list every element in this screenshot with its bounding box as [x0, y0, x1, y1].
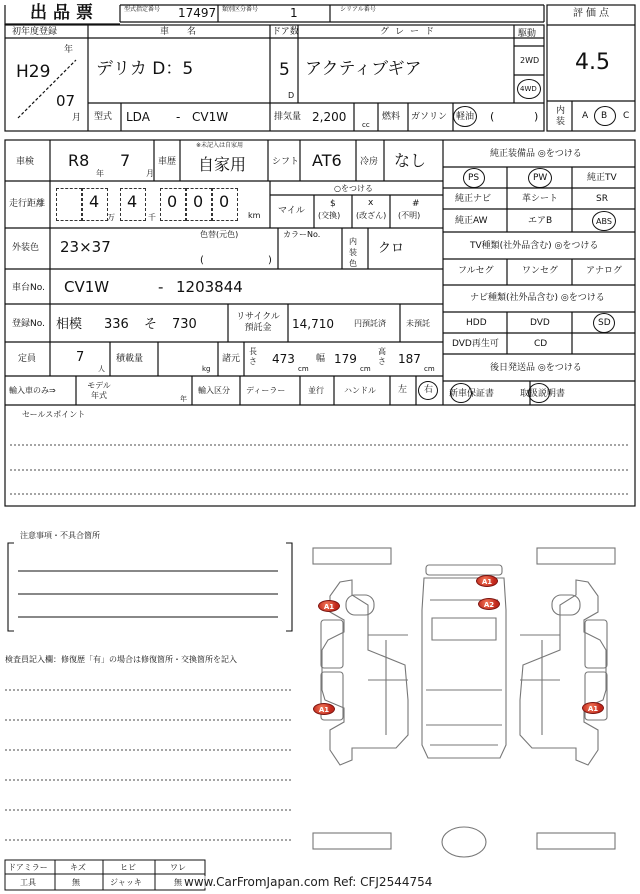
- legend-header: ドアミラー: [8, 863, 48, 872]
- grade-label: グレード: [380, 27, 441, 37]
- drive-4wd-circle: [517, 79, 541, 99]
- later-manual: 取扱説明書: [520, 389, 566, 399]
- equip-tv: 純正TV: [587, 173, 617, 183]
- history-label: 車歴: [158, 157, 177, 167]
- legend-header: ヒビ: [120, 863, 136, 872]
- handle-label: ハンドル: [344, 386, 376, 395]
- type-dash: -: [176, 110, 181, 124]
- height-unit: cm: [424, 365, 435, 373]
- equip-airbag: エアB: [528, 216, 553, 226]
- mileage-digit: 4: [89, 192, 100, 211]
- displacement-unit: cc: [362, 121, 370, 129]
- type-code: CV1W: [192, 110, 229, 124]
- width-value: 179: [334, 352, 357, 366]
- equip-aw: 純正AW: [455, 216, 488, 226]
- navi-title: ナビ種類(社外品含む) ◎をつける: [470, 293, 605, 303]
- equip-leather: 革シート: [522, 194, 559, 204]
- equip-abs-circle: [592, 211, 616, 231]
- tv-fullseg: フルセグ: [458, 266, 494, 276]
- import-parallel: 並行: [308, 386, 324, 395]
- load-label: 積載量: [116, 354, 144, 364]
- damage-marker-a1: A1: [582, 702, 604, 714]
- chassis-no: 1203844: [176, 278, 243, 296]
- color-paren-open: (: [200, 255, 204, 266]
- interior-grade-circle: [594, 106, 616, 126]
- legend-value: ジャッキ: [110, 878, 142, 887]
- drive-label: 駆動: [518, 29, 537, 39]
- fuel-diesel-circle: [453, 106, 477, 127]
- chassis-dash: -: [158, 278, 164, 296]
- recycle-unit: 円預託済: [354, 319, 386, 328]
- shift-label: シフト: [272, 157, 300, 167]
- chassis-prefix: CV1W: [64, 278, 110, 296]
- handle-left: 左: [398, 385, 408, 395]
- ac-value: なし: [394, 151, 427, 170]
- shaken-year-unit: 年: [96, 169, 104, 178]
- navi-sd: SD: [598, 318, 611, 328]
- first-reg-era: H29: [16, 62, 51, 82]
- mileage-box: [56, 188, 82, 221]
- mileage-circle-note: ○をつける: [334, 184, 373, 193]
- capacity-unit: 人: [98, 365, 105, 373]
- color-label: 外装色: [12, 243, 40, 253]
- width-label: 幅: [316, 354, 326, 364]
- damage-marker-a2: A2: [478, 598, 500, 610]
- exchange-label: (交換): [318, 211, 341, 220]
- yen-sym: $: [330, 199, 336, 209]
- capacity-label: 定員: [18, 354, 37, 364]
- tv-oneseg: ワンセグ: [522, 266, 559, 276]
- length-value: 473: [272, 352, 295, 366]
- height-value: 187: [398, 352, 421, 366]
- unknown-label: (不明): [398, 211, 421, 220]
- sales-point-label: セールスポイント: [22, 410, 86, 419]
- height-label: 高さ: [378, 347, 386, 366]
- first-reg-month-unit: 月: [72, 113, 82, 123]
- model-year-unit: 年: [180, 395, 187, 403]
- first-reg-label: 初年度登録: [12, 27, 58, 37]
- plate-area: 相模: [56, 317, 83, 332]
- color-code-label: カラーNo.: [283, 230, 321, 239]
- history-note: ※未記入は自家用: [196, 142, 244, 149]
- later-title: 後日発送品 ◎をつける: [490, 363, 582, 373]
- equip-sr: SR: [596, 194, 608, 204]
- drive-4wd: 4WD: [520, 85, 537, 93]
- fuel-paren-open: (: [490, 110, 495, 123]
- interior-label: 内装: [556, 106, 566, 127]
- altered-label: (改ざん): [356, 211, 387, 220]
- mile-label: マイル: [278, 206, 305, 216]
- length-label: 長さ: [249, 347, 257, 366]
- shaken-month: 7: [120, 151, 131, 170]
- hash-sym: #: [412, 199, 420, 209]
- interior-grade-c: C: [623, 111, 630, 121]
- legend-header: キズ: [70, 863, 86, 872]
- int-color-value: クロ: [378, 241, 405, 256]
- damage-marker-a1: A1: [318, 600, 340, 612]
- mileage-digit: 0: [167, 192, 178, 211]
- navi-cd: CD: [534, 339, 548, 349]
- navi-hdd: HDD: [466, 318, 487, 328]
- fuel-label: 燃料: [382, 112, 401, 122]
- equip-pw: PW: [533, 173, 548, 183]
- caution-label: 注意事項・不具合箇所: [20, 531, 100, 540]
- first-reg-month: 07: [56, 92, 76, 110]
- drive-2wd: 2WD: [520, 56, 540, 65]
- color-paren-close: ): [268, 255, 272, 266]
- length-unit: cm: [298, 365, 309, 373]
- legend-value: 無: [72, 878, 80, 887]
- serial-label: シリアル番号: [340, 6, 376, 13]
- equip-navi: 純正ナビ: [455, 194, 492, 204]
- tv-analog: アナログ: [586, 266, 623, 276]
- class-no-label: 類別区分番号: [222, 6, 259, 13]
- recycle-label: リサイクル預託金: [236, 312, 280, 333]
- displacement-label: 排気量: [274, 112, 302, 122]
- damage-marker-a1: A1: [476, 575, 498, 587]
- equip-ps-circle: [463, 168, 485, 188]
- interior-grade-a: A: [582, 111, 589, 121]
- chassis-label: 車台No.: [12, 283, 45, 293]
- mileage-digit: 0: [193, 192, 204, 211]
- fuel-paren-close: ): [534, 110, 539, 123]
- mileage-digit: 4: [127, 192, 138, 211]
- history-value: 自家用: [198, 155, 247, 174]
- equip-pw-circle: [528, 168, 552, 188]
- mileage-km: km: [248, 211, 261, 220]
- recycle-amount: 14,710: [292, 317, 334, 331]
- doors-suffix: D: [288, 91, 295, 100]
- equip-abs: ABS: [596, 217, 612, 226]
- plate-class: 336: [104, 317, 129, 332]
- name-label: 車名: [160, 27, 215, 37]
- eval-score: 4.5: [575, 50, 610, 75]
- class-no: 1: [290, 6, 298, 20]
- doors-value: 5: [279, 60, 290, 80]
- watermark: www.CarFromJapan.com Ref: CFJ2544754: [184, 875, 433, 889]
- plate-kana: そ: [144, 317, 158, 332]
- recycle-unpaid: 未預託: [406, 319, 430, 328]
- plate-no: 730: [172, 317, 197, 332]
- interior-grade-b: B: [601, 111, 608, 121]
- mileage-sen: 千: [148, 213, 156, 222]
- later-warranty-circle: [450, 383, 472, 403]
- mileage-man: 万: [107, 213, 115, 222]
- damage-marker-a1: A1: [313, 703, 335, 715]
- grade-value: アクティブギア: [305, 59, 422, 79]
- load-unit: kg: [202, 365, 211, 373]
- eval-label: 評価点: [573, 8, 612, 19]
- model-no-label: 型式指定番号: [124, 6, 161, 13]
- later-warranty: 新車保証書: [449, 389, 495, 399]
- x-sym: x: [368, 198, 374, 208]
- legend-value: 工具: [20, 878, 36, 887]
- import-label: 輸入車のみ⇒: [9, 386, 56, 395]
- car-name: デリカ D：5: [96, 59, 194, 79]
- car-diagram: [313, 548, 615, 857]
- equipment-title: 純正装備品 ◎をつける: [490, 149, 582, 159]
- legend-header: ワレ: [170, 863, 186, 872]
- navi-sd-circle: [593, 313, 615, 333]
- tv-title: TV種類(社外品含む) ◎をつける: [470, 241, 599, 251]
- type-prefix: LDA: [126, 110, 150, 124]
- model-year-label: モデル年式: [87, 381, 111, 400]
- inspector-label: 検査員記入欄：修復歴「有」の場合は修復箇所・交換箇所を記入: [5, 655, 237, 664]
- fuel-gas: ガソリン: [411, 112, 448, 122]
- plate-label: 登録No.: [12, 319, 45, 329]
- shaken-era: R8: [68, 151, 90, 170]
- displacement-value: 2,200: [312, 110, 347, 124]
- shaken-label: 車検: [16, 157, 35, 167]
- later-manual-circle: [528, 383, 550, 403]
- width-unit: cm: [360, 365, 371, 373]
- import-class-label: 輸入区分: [198, 386, 230, 395]
- shaken-month-unit: 月: [146, 169, 154, 178]
- mileage-digit: 0: [219, 192, 230, 211]
- color-value: 23×37: [60, 238, 111, 256]
- first-reg-year-unit: 年: [64, 45, 74, 55]
- import-dealer: ディーラー: [246, 386, 286, 395]
- legend-value: 無: [174, 878, 182, 887]
- shift-value: AT6: [312, 151, 342, 170]
- doors-label: ドア数: [272, 27, 299, 37]
- handle-right: 右: [424, 385, 434, 395]
- mileage-label: 走行距離: [9, 199, 46, 209]
- handle-right-circle: [418, 381, 438, 400]
- type-label: 型式: [94, 112, 113, 122]
- color-no-label: 色替(元色): [200, 230, 239, 239]
- capacity-value: 7: [76, 350, 85, 365]
- fuel-diesel: 軽油: [456, 112, 475, 122]
- dims-label: 諸元: [222, 354, 241, 364]
- equip-ps: PS: [468, 173, 480, 183]
- sheet-title: 出品票: [30, 3, 99, 23]
- model-no: 17497: [178, 6, 217, 20]
- ac-label: 冷房: [360, 157, 379, 167]
- navi-dvd-play: DVD再生可: [452, 339, 499, 349]
- navi-dvd: DVD: [530, 318, 550, 328]
- int-color-label: 内装色: [349, 237, 357, 268]
